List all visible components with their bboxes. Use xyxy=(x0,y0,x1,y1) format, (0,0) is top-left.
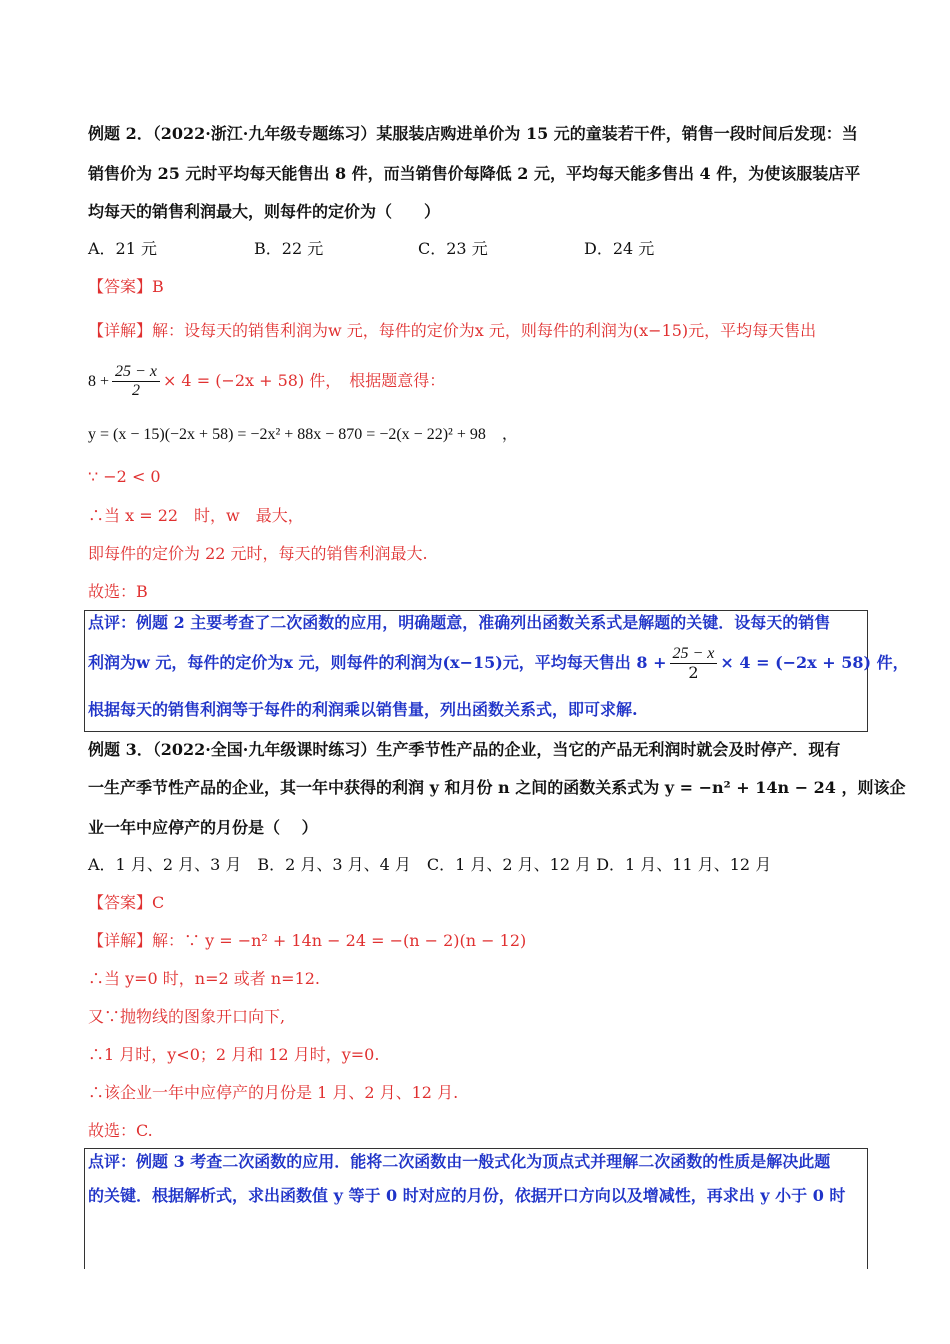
ex2-detail-line-4: ∵ −2 < 0 xyxy=(88,467,161,486)
ex2-comment-suffix: × 4 = (−2x + 58) 件， xyxy=(720,653,909,672)
ex2-comment-fraction-denominator: 2 xyxy=(688,663,699,682)
ex2-question-line-2: 销售价为 25 元时平均每天能售出 8 件，而当销售价每降低 2 元，平均每天能多售出 4 件，为使该服装店平 xyxy=(88,164,861,183)
ex2-comment-line-1: 点评：例题 2 主要考查了二次函数的应用，明确题意，准确列出函数关系式是解题的关键．设每天的销售 xyxy=(88,613,831,632)
ex2-option-c: C．23 元 xyxy=(418,239,488,258)
ex2-option-a: A．21 元 xyxy=(88,239,158,258)
ex3-detail-line-3: 又∵抛物线的图象开口向下, xyxy=(88,1007,286,1026)
ex2-detail-line-2 xyxy=(88,362,445,401)
ex3-detail-line-2: ∴当 y=0 时，n=2 或者 n=12. xyxy=(88,969,321,988)
ex2-d2-suffix: × 4 = (−2x + 58) 件， 根据题意得： xyxy=(162,371,446,390)
ex2-detail-line-7: 故选：B xyxy=(88,582,148,601)
ex3-detail-line-6: 故选：C. xyxy=(88,1121,153,1140)
ex2-question-line-3: 均每天的销售利润最大，则每件的定价为（ ） xyxy=(88,202,441,221)
ex3-comment-line-2: 的关键．根据解析式，求出函数值 y 等于 0 时对应的月份，依据开口方向以及增减性，再求出 y 小于 0 时 xyxy=(88,1186,846,1205)
ex3-detail-line-4: ∴1 月时，y<0；2 月和 12 月时，y=0. xyxy=(88,1045,380,1064)
ex2-detail-line-6: 即每件的定价为 22 元时，每天的销售利润最大. xyxy=(88,544,428,563)
ex2-fraction xyxy=(112,363,160,400)
ex2-comment-line-2 xyxy=(88,644,909,682)
ex3-comment-line-1: 点评：例题 3 考查二次函数的应用．能将二次函数由一般式化为顶点式并理解二次函数的性质是解决此题 xyxy=(88,1152,831,1171)
ex3-question-line-2: 一生产季节性产品的企业，其一年中获得的利润 y 和月份 n 之间的函数关系式为 y = −n² + 14n − 24 ，则该企 xyxy=(88,778,906,797)
ex2-comment-prefix: 利润为w 元，每件的定价为x 元，则每件的利润为(x−15)元，平均每天售出 8 + xyxy=(88,653,667,672)
ex2-comment-fraction xyxy=(670,645,718,682)
ex2-detail-line-1: 【详解】解：设每天的销售利润为w 元，每件的定价为x 元，则每件的利润为(x−15)元，平均每天售出 xyxy=(88,321,817,340)
ex3-question-line-1: 例题 3．（2022·全国·九年级课时练习）生产季节性产品的企业，当它的产品无利润时就会及时停产．现有 xyxy=(88,740,841,759)
ex3-detail-line-5: ∴该企业一年中应停产的月份是 1 月、2 月、12 月. xyxy=(88,1083,459,1102)
ex2-detail-line-3 xyxy=(88,424,518,445)
ex2-options xyxy=(88,239,788,259)
ex2-option-d: D．24 元 xyxy=(584,239,655,258)
ex3-question-line-3: 业一年中应停产的月份是（ ） xyxy=(88,818,318,837)
ex3-detail-line-1: 【详解】解：∵ y = −n² + 14n − 24 = −(n − 2)(n − 12) xyxy=(88,931,527,950)
ex2-fraction-numerator: 25 − x xyxy=(112,363,160,382)
ex3-answer: 【答案】C xyxy=(88,893,165,912)
ex2-comment-fraction-numerator: 25 − x xyxy=(670,645,718,664)
ex2-option-b: B．22 元 xyxy=(254,239,324,258)
ex2-equation: y = (x − 15)(−2x + 58) = −2x² + 88x − 870 = −2(x − 22)² + 98 ， xyxy=(88,426,518,443)
ex2-answer: 【答案】B xyxy=(88,277,164,296)
ex2-question-line-1: 例题 2．（2022·浙江·九年级专题练习）某服装店购进单价为 15 元的童装若干件，销售一段时间后发现：当 xyxy=(88,124,858,143)
ex2-detail-line-5: ∴当 x = 22 时，w 最大， xyxy=(88,506,304,525)
ex2-d2-prefix: 8 + xyxy=(88,373,110,390)
ex2-comment-line-3: 根据每天的销售利润等于每件的利润乘以销售量，列出函数关系式，即可求解. xyxy=(88,700,638,719)
ex3-options: A．1 月、2 月、3 月 B．2 月、3 月、4 月 C．1 月、2 月、12 月 D．1 月、11 月、12 月 xyxy=(88,855,772,874)
ex2-fraction-denominator: 2 xyxy=(131,382,140,399)
